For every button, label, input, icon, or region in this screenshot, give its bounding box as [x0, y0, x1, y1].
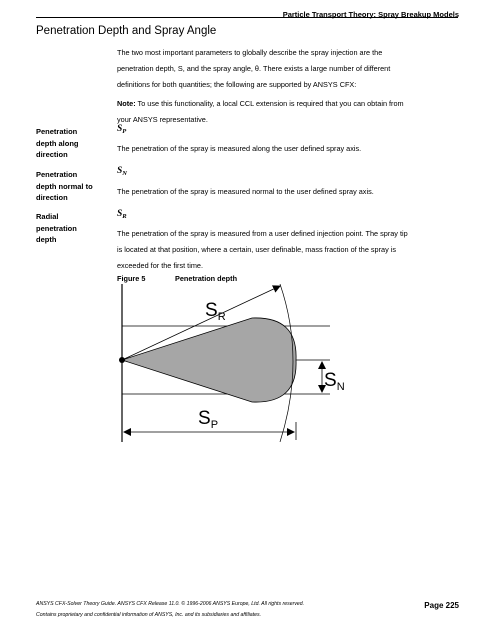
- symbol-sn: $S_N$: [117, 166, 127, 177]
- page-number: Page 225: [424, 601, 459, 610]
- figure-caption: Penetration depth: [175, 274, 238, 283]
- note-paragraph: [117, 96, 462, 128]
- footer-copyright: ANSYS CFX-Solver Theory Guide. ANSYS CFX Release 11.0. © 1996-2006 ANSYS Europe, Ltd. All rights reserved.: [36, 601, 305, 607]
- note-line: [117, 96, 462, 112]
- note-label: Note:: [117, 99, 136, 108]
- item-text-radial: The penetration of the spray is measured from a user defined injection point. The spray tip is located at that position, where a certain, user definable, mass fraction of the spray is exceeded for the first time.: [117, 229, 408, 270]
- spray-cone: [122, 318, 296, 402]
- side-heading-normal: Penetration depth normal to direction: [36, 170, 93, 202]
- label-sr: $S_R$: [205, 300, 226, 323]
- penetration-depth-diagram: [110, 284, 360, 442]
- note-text: To use this functionality, a local CCL extension is required that you can obtain from: [135, 99, 404, 108]
- side-heading-along: Penetration depth along direction: [36, 127, 79, 159]
- label-sn: $S_N$: [324, 370, 345, 393]
- intro-line: penetration depth, S, and the spray angle, θ. There exists a large number of different: [117, 64, 391, 73]
- footer-confidential: Contains proprietary and confidential information of ANSYS, Inc. and its subsidiaries and affiliates.: [36, 612, 262, 618]
- intro-line: The two most important parameters to globally describe the spray injection are the: [117, 48, 383, 57]
- side-heading-radial: Radial penetration depth: [36, 212, 77, 244]
- intro-paragraph: [117, 45, 462, 93]
- item-text-along: The penetration of the spray is measured along the user defined spray axis.: [117, 144, 362, 153]
- item-text-normal: The penetration of the spray is measured normal to the user defined spray axis.: [117, 187, 374, 196]
- note-line: your ANSYS representative.: [117, 115, 208, 124]
- running-header: Particle Transport Theory: Spray Breakup Models: [282, 10, 459, 19]
- injection-point: [119, 357, 125, 363]
- section-title: Penetration Depth and Spray Angle: [36, 25, 217, 37]
- symbol-sr: $S_R$: [117, 209, 127, 220]
- header-rule: [36, 17, 458, 18]
- intro-line: definitions for both quantities; the following are supported by ANSYS CFX:: [117, 80, 357, 89]
- figure-number: Figure 5: [117, 274, 146, 283]
- label-sp: $S_P$: [198, 408, 219, 431]
- symbol-sp: $S_P$: [117, 124, 127, 135]
